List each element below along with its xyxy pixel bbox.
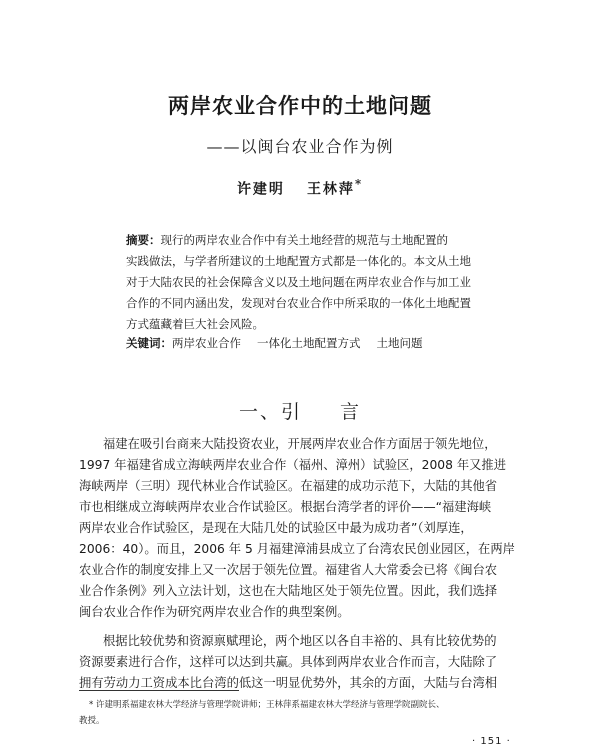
text-line: 农业合作的制度安排上又一次居于领先位置。福建省人大常委会已将《闽台农 — [79, 563, 498, 577]
section-title-char: 言 — [340, 401, 362, 423]
section-heading — [0, 397, 600, 424]
footnote-line: 教授。 — [79, 716, 105, 726]
paper-title: 两岸农业合作中的土地问题 — [168, 93, 432, 118]
footnote-marker: * — [89, 700, 94, 710]
text-line: 拥有劳动力工资成本比台湾的低这一明显优势外，其余的方面，大陆与台湾相 — [79, 676, 498, 690]
keywords — [126, 334, 526, 352]
text-line: 业合作条例》列入立法计划，这也在大陆地区处于领先位置。因此，我们选择 — [79, 584, 498, 598]
text-line: 1997 年福建省成立海峡两岸农业合作（福州、漳州）试验区，2008 年又推进 — [79, 458, 507, 472]
text-line: 两岸农业合作试验区，是现在大陆几处的试验区中最为成功者”（刘厚连， — [79, 521, 473, 535]
text-line: 海峡两岸（三明）现代林业合作试验区。在福建的成功示范下，大陆的其他省 — [79, 479, 498, 493]
abstract-line: 现行的两岸农业合作中有关土地经营的规范与土地配置的 — [160, 233, 448, 247]
text-line: 闽台农业合作作为研究两岸农业合作的典型案例。 — [79, 605, 350, 619]
keywords-label: 关键词： — [126, 336, 172, 350]
text-line: 市也相继成立海峡两岸农业合作试验区。根据台湾学者的评价——“福建海峡 — [79, 500, 492, 514]
footnote-line: 许建明系福建农林大学经济与管理学院讲师；王林萍系福建农林大学经济与管理学院副院长、 — [95, 700, 445, 710]
keyword: 土地问题 — [376, 336, 423, 350]
footnote-divider — [79, 690, 239, 691]
author-name: 许建明 — [236, 181, 285, 198]
page-number: · 151 · — [472, 736, 511, 747]
author-name: 王林萍 — [306, 181, 355, 198]
paragraph — [79, 434, 549, 623]
abstract — [126, 230, 512, 335]
paper-subtitle: ——以闽台农业合作为例 — [206, 137, 394, 156]
body-text — [79, 434, 549, 694]
text-line: 根据比较优势和资源禀赋理论，两个地区以各自丰裕的、具有比较优势的 — [103, 634, 497, 648]
text-line: 福建在吸引台商来大陆投资农业，开展两岸农业合作方面居于领先地位， — [103, 437, 497, 451]
abstract-label: 摘要： — [126, 233, 161, 247]
section-number: 一、 — [238, 401, 281, 423]
keyword: 两岸农业合作 — [172, 336, 241, 350]
text-line: 资源要素进行合作，这样可以达到共赢。具体到两岸农业合作而言，大陆除了 — [79, 655, 498, 669]
text-line: 2006：40）。而且，2006 年 5 月福建漳浦县成立了台湾农民创业园区，在两岸 — [79, 542, 515, 556]
footnote — [79, 697, 549, 729]
abstract-line: 实践做法，与学者所建议的土地配置方式都是一体化的。本文从土地 — [126, 254, 471, 268]
section-title-char: 引 — [280, 401, 302, 423]
abstract-line: 方式蕴藏着巨大社会风险。 — [126, 317, 264, 331]
abstract-line: 对于大陆农民的社会保障含义以及土地问题在两岸农业合作与加工业 — [126, 275, 471, 289]
author-footnote-mark: * — [354, 177, 364, 191]
abstract-line: 合作的不同内涵出发，发现对台农业合作中所采取的一体化土地配置 — [126, 296, 471, 310]
paragraph — [79, 631, 549, 694]
author-line — [0, 177, 600, 199]
keyword: 一体化土地配置方式 — [257, 336, 361, 350]
